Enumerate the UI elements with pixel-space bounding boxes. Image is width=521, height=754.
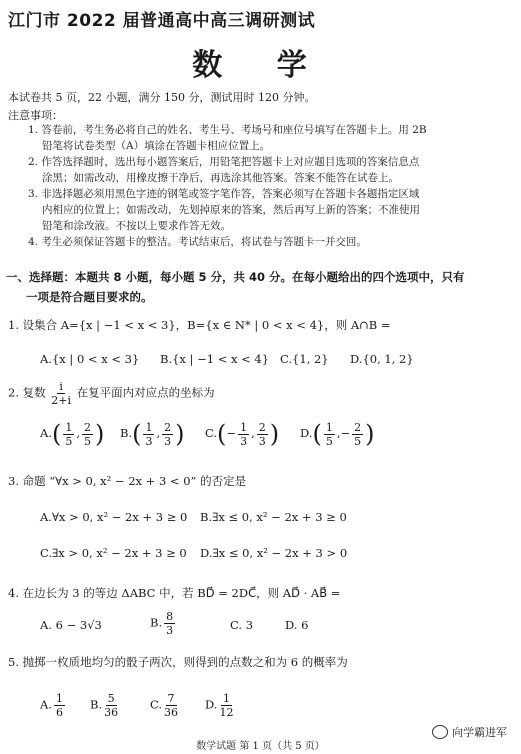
notice-3b: 内相应的位置上；如需改动，先划掉原来的答案，然后再写上新的答案；不准使用 — [42, 204, 420, 216]
q2-b-y-den: 3 — [164, 434, 172, 448]
q2-a-label: A. — [40, 426, 52, 440]
q2-a-y-den: 5 — [84, 434, 91, 448]
notice-2b: 涂黑；如需改动，用橡皮擦干净后，再选涂其他答案。答案不能答在试卷上。 — [42, 172, 399, 184]
q2-d-ysign: − — [340, 426, 351, 440]
q2-d-x-num: 1 — [325, 420, 333, 434]
q2-a-x-num: 1 — [65, 420, 73, 434]
q2-c-y-num: 2 — [258, 420, 266, 434]
q2-b-y-num: 2 — [164, 420, 172, 434]
section-line-1: 一、选择题：本题共 8 小题，每小题 5 分，共 40 分。在每小题给出的四个选项中，只有 — [6, 270, 465, 284]
q5-b-den: 36 — [104, 706, 119, 719]
q2-c-sign: − — [226, 426, 237, 440]
q2-fraction — [51, 380, 71, 407]
q2-den: 2+i — [51, 394, 72, 407]
q2-a-x-den: 5 — [65, 434, 73, 448]
q3-option-d: D.∃x ≤ 0, x² − 2x + 3 > 0 — [200, 546, 348, 560]
q2-b-x-num: 1 — [145, 420, 153, 434]
q2-stem-pre: 2. 复数 — [8, 385, 46, 400]
q2-num: i — [59, 380, 63, 393]
q5-option-d — [205, 692, 235, 719]
q1-option-b: B.{x | −1 < x < 4} — [160, 352, 270, 366]
notice-1b: 铅笔将试卷类型（A）填涂在答题卡相应位置上。 — [42, 140, 271, 152]
q3-option-a: A.∀x > 0, x² − 2x + 3 ≥ 0 — [40, 510, 188, 524]
q5-c-den: 36 — [164, 706, 179, 719]
q2-c-x-num: 1 — [240, 420, 248, 434]
q5-b-label: B. — [90, 697, 103, 712]
q2-c-y-den: 3 — [258, 434, 266, 448]
subject-title: 数 学 — [192, 48, 329, 83]
q5-d-den: 12 — [219, 706, 234, 719]
wechat-icon — [432, 725, 448, 739]
q1-option-c: C.{1, 2} — [280, 352, 329, 366]
notice-2a: 2. 作答选择题时，选出每小题答案后，用铅笔把答题卡上对应题目选项的答案信息点 — [28, 156, 420, 168]
q5-option-c — [150, 692, 180, 719]
q1-stem: 1. 设集合 A={x | −1 < x < 3}，B={x ∈ N* | 0 < x < 4}，则 A∩B = — [8, 318, 391, 332]
notice-title: 注意事项： — [8, 109, 63, 122]
q4-stem: 4. 在边长为 3 的等边 ΔABC 中，若 BD⃗ = 2DC⃗，则 AD⃗ · AB⃗ = — [8, 586, 341, 600]
q3-option-b: B.∃x ≤ 0, x² − 2x + 3 ≥ 0 — [200, 510, 347, 524]
q2-stem — [8, 380, 215, 407]
notice-4: 4. 考生必须保证答题卡的整洁。考试结束后，将试卷与答题卡一并交回。 — [28, 236, 367, 248]
q4-option-a: A. 6 − 3√3 — [40, 618, 102, 632]
watermark — [432, 724, 507, 740]
q2-b-x-den: 3 — [145, 434, 153, 448]
q2-d-y-den: 5 — [354, 434, 362, 448]
q2-option-a: A.( $\frac{1}{5}$ , $\frac{2}{5}$ ) — [40, 420, 105, 448]
q4-option-d: D. 6 — [285, 618, 309, 632]
q1-option-a: A.{x | 0 < x < 3} — [40, 352, 140, 366]
q5-option-b — [90, 692, 120, 719]
q2-option-b: B.( $\frac{1}{3}$ , $\frac{2}{3}$ ) — [120, 420, 185, 448]
q3-stem: 3. 命题 “∀x > 0, x² − 2x + 3 < 0” 的否定是 — [8, 474, 247, 488]
q5-option-a — [40, 692, 67, 719]
q2-option-d: D.( $\frac{1}{5}$ ,− $\frac{2}{5}$ ) — [300, 420, 375, 448]
notice-3c: 铅笔和涂改液。不按以上要求作答无效。 — [42, 220, 231, 232]
q4-b-label: B. — [150, 615, 163, 630]
q2-d-label: D. — [300, 426, 313, 440]
q4-option-c: C. 3 — [230, 618, 254, 632]
exam-title: 江门市 2022 届普通高中高三调研测试 — [8, 11, 316, 31]
q4-b-den: 3 — [166, 624, 174, 637]
q5-c-label: C. — [150, 697, 163, 712]
q5-a-den: 6 — [55, 706, 63, 719]
q5-a-label: A. — [40, 697, 52, 712]
intro-text: 本试卷共 5 页，22 小题，满分 150 分，测试用时 120 分钟。 — [8, 91, 316, 104]
section-heading — [6, 267, 514, 307]
watermark-text: 向学霸进军 — [452, 726, 507, 739]
section-line-2: 一项是符合题目要求的。 — [26, 290, 153, 304]
q2-a-y-num: 2 — [84, 420, 91, 434]
q5-a-num: 1 — [55, 692, 63, 705]
q5-d-label: D. — [205, 697, 218, 712]
q5-c-num: 7 — [167, 692, 175, 705]
q4-option-b — [150, 610, 177, 637]
q5-stem: 5. 抛掷一枚质地均匀的骰子两次，则得到的点数之和为 6 的概率为 — [8, 655, 348, 669]
q2-option-c: C.(− $\frac{1}{3}$ , $\frac{2}{3}$ ) — [205, 420, 280, 448]
q2-d-y-num: 2 — [354, 420, 362, 434]
q5-d-num: 1 — [222, 692, 230, 705]
q2-c-label: C. — [205, 426, 218, 440]
q2-stem-post: 在复平面内对应点的坐标为 — [76, 385, 215, 400]
page-footer: 数学试题 第 1 页（共 5 页） — [196, 741, 325, 752]
q1-option-d: D.{0, 1, 2} — [350, 352, 414, 366]
q5-b-num: 5 — [107, 692, 115, 705]
q2-b-label: B. — [120, 426, 133, 440]
q4-b-num: 8 — [166, 610, 174, 623]
notice-1a: 1. 答卷前，考生务必将自己的姓名、考生号、考场号和座位号填写在答题卡上。用 2B — [28, 124, 427, 136]
q2-d-x-den: 5 — [325, 434, 333, 448]
q3-option-c: C.∃x > 0, x² − 2x + 3 ≥ 0 — [40, 546, 187, 560]
q2-c-x-den: 3 — [240, 434, 248, 448]
notice-3a: 3. 非选择题必须用黑色字迹的钢笔或签字笔作答，答案必须写在答题卡各题指定区域 — [28, 188, 420, 200]
